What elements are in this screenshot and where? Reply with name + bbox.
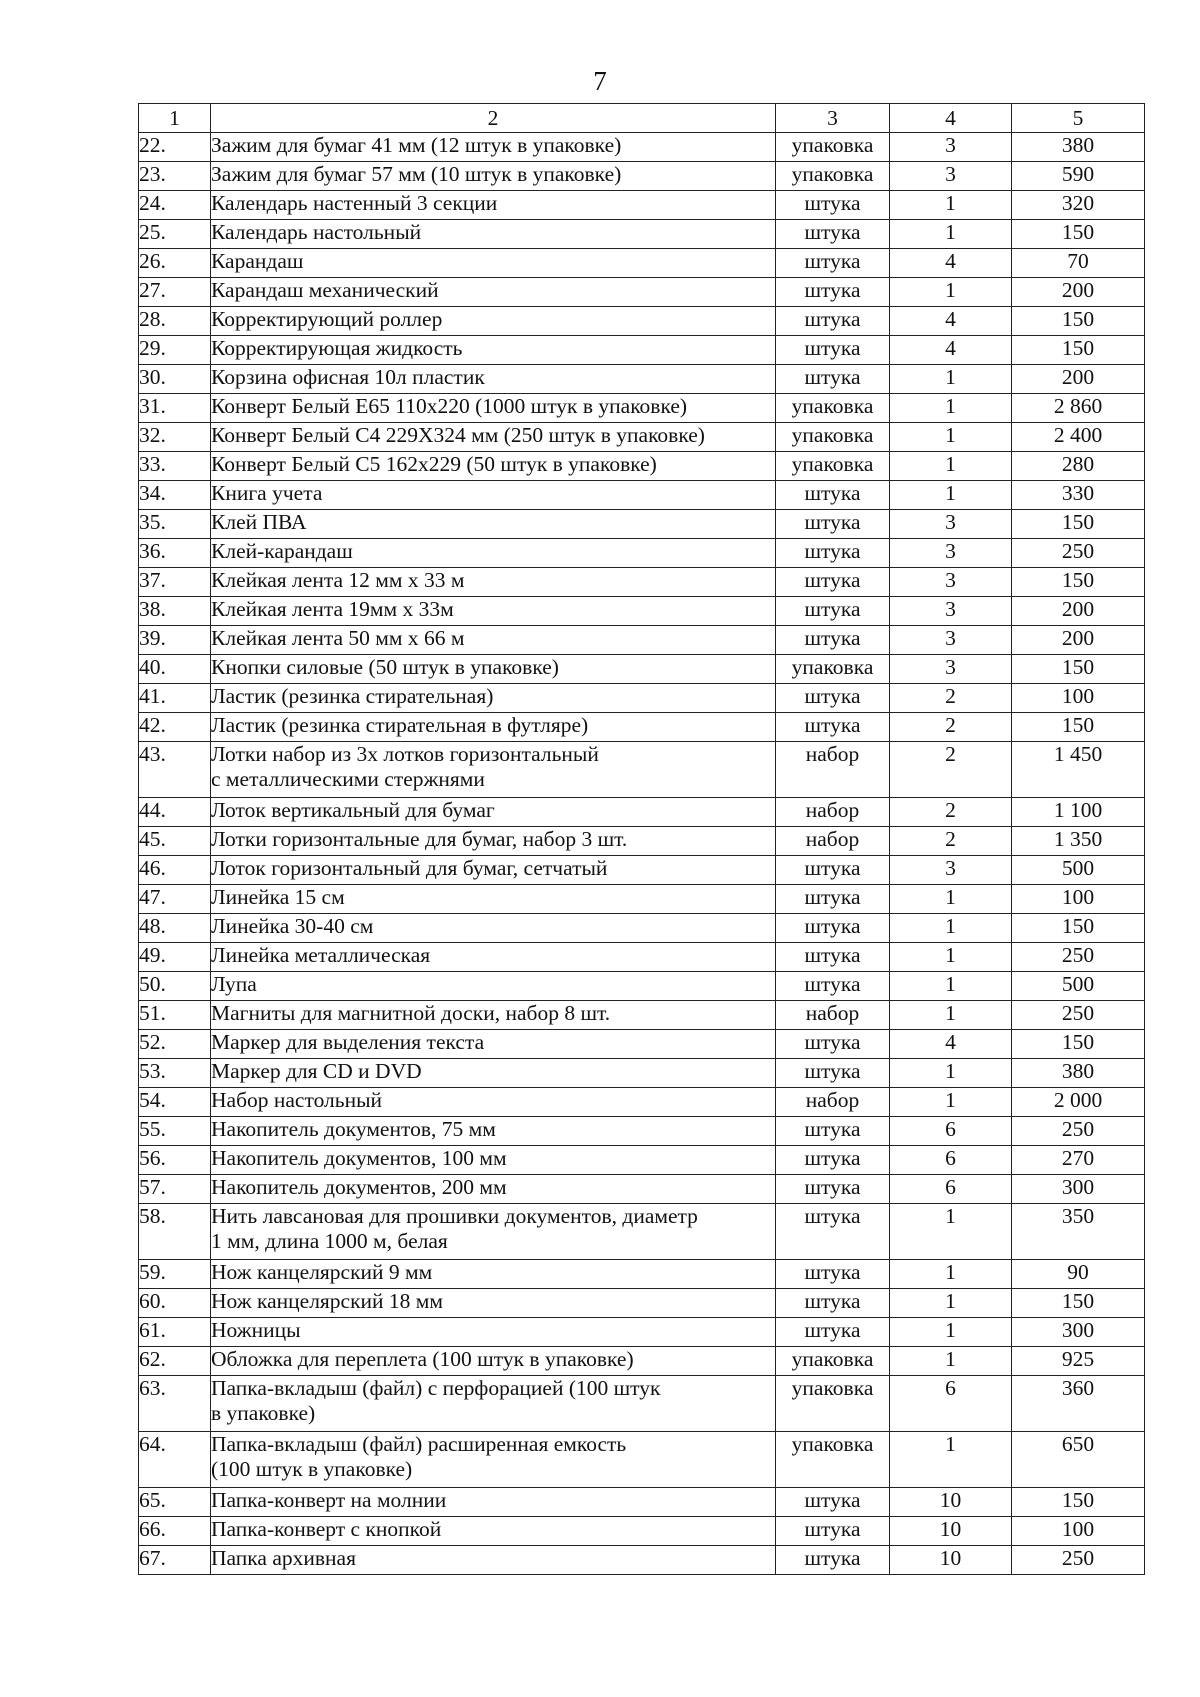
row-number-cell: 47.: [139, 885, 211, 914]
unit-of-measure-cell: набор: [776, 1088, 890, 1117]
item-name-cell: Обложка для переплета (100 штук в упаковке): [211, 1347, 776, 1376]
price-cell: 150: [1012, 336, 1145, 365]
unit-of-measure-cell: штука: [776, 1030, 890, 1059]
row-number-cell: 38.: [139, 597, 211, 626]
row-number-cell: 42.: [139, 713, 211, 742]
table-row: [139, 1001, 1145, 1030]
unit-of-measure-cell: упаковка: [776, 423, 890, 452]
table-row: [139, 684, 1145, 713]
unit-of-measure-cell: штука: [776, 1204, 890, 1260]
unit-of-measure-cell: упаковка: [776, 655, 890, 684]
row-number-cell: 57.: [139, 1175, 211, 1204]
quantity-cell: 3: [890, 162, 1012, 191]
price-cell: 250: [1012, 1117, 1145, 1146]
table-row: [139, 249, 1145, 278]
quantity-cell: 3: [890, 626, 1012, 655]
table-row: [139, 1146, 1145, 1175]
item-name-cell: Нить лавсановая для прошивки документов, диаметр 1 мм, длина 1000 м, белая: [211, 1204, 776, 1260]
price-cell: 1 450: [1012, 742, 1145, 798]
table-row: [139, 1318, 1145, 1347]
quantity-cell: 1: [890, 914, 1012, 943]
row-number-cell: 58.: [139, 1204, 211, 1260]
quantity-cell: 1: [890, 1001, 1012, 1030]
unit-of-measure-cell: штука: [776, 481, 890, 510]
table-row: [139, 1260, 1145, 1289]
item-name-cell: Корзина офисная 10л пластик: [211, 365, 776, 394]
header-col-4: 4: [890, 104, 1012, 133]
price-cell: 380: [1012, 133, 1145, 162]
item-name-cell: Линейка 30-40 см: [211, 914, 776, 943]
table-row: [139, 510, 1145, 539]
unit-of-measure-cell: штука: [776, 336, 890, 365]
quantity-cell: 10: [890, 1546, 1012, 1575]
row-number-cell: 31.: [139, 394, 211, 423]
quantity-cell: 1: [890, 191, 1012, 220]
unit-of-measure-cell: упаковка: [776, 394, 890, 423]
price-cell: 150: [1012, 713, 1145, 742]
quantity-cell: 2: [890, 684, 1012, 713]
quantity-cell: 3: [890, 539, 1012, 568]
price-cell: 150: [1012, 220, 1145, 249]
row-number-cell: 27.: [139, 278, 211, 307]
item-name-cell: Календарь настольный: [211, 220, 776, 249]
unit-of-measure-cell: штука: [776, 713, 890, 742]
price-cell: 150: [1012, 1488, 1145, 1517]
table-row: [139, 713, 1145, 742]
unit-of-measure-cell: штука: [776, 1318, 890, 1347]
quantity-cell: 2: [890, 742, 1012, 798]
unit-of-measure-cell: набор: [776, 798, 890, 827]
row-number-cell: 59.: [139, 1260, 211, 1289]
price-cell: 70: [1012, 249, 1145, 278]
header-col-5: 5: [1012, 104, 1145, 133]
price-cell: 590: [1012, 162, 1145, 191]
quantity-cell: 1: [890, 885, 1012, 914]
header-col-1: 1: [139, 104, 211, 133]
price-cell: 150: [1012, 307, 1145, 336]
unit-of-measure-cell: штука: [776, 568, 890, 597]
table-row: [139, 423, 1145, 452]
unit-of-measure-cell: штука: [776, 856, 890, 885]
item-name-cell: Клей ПВА: [211, 510, 776, 539]
header-col-2: 2: [211, 104, 776, 133]
quantity-cell: 1: [890, 423, 1012, 452]
quantity-cell: 6: [890, 1376, 1012, 1432]
row-number-cell: 28.: [139, 307, 211, 336]
price-cell: 2 860: [1012, 394, 1145, 423]
table-row: [139, 856, 1145, 885]
table-row: [139, 133, 1145, 162]
table-row: [139, 1289, 1145, 1318]
price-cell: 250: [1012, 1001, 1145, 1030]
item-name-cell: Книга учета: [211, 481, 776, 510]
table-row: [139, 1030, 1145, 1059]
unit-of-measure-cell: упаковка: [776, 452, 890, 481]
table-row: [139, 481, 1145, 510]
unit-of-measure-cell: штука: [776, 885, 890, 914]
table-row: [139, 1488, 1145, 1517]
price-cell: 360: [1012, 1376, 1145, 1432]
item-name-cell: Линейка 15 см: [211, 885, 776, 914]
row-number-cell: 43.: [139, 742, 211, 798]
item-name-cell: Накопитель документов, 75 мм: [211, 1117, 776, 1146]
table-row: [139, 943, 1145, 972]
item-name-cell: Клейкая лента 12 мм х 33 м: [211, 568, 776, 597]
price-cell: 100: [1012, 885, 1145, 914]
quantity-cell: 4: [890, 249, 1012, 278]
unit-of-measure-cell: набор: [776, 742, 890, 798]
unit-of-measure-cell: штука: [776, 972, 890, 1001]
quantity-cell: 1: [890, 1347, 1012, 1376]
price-cell: 150: [1012, 1030, 1145, 1059]
item-name-cell: Накопитель документов, 100 мм: [211, 1146, 776, 1175]
table-row: [139, 1347, 1145, 1376]
row-number-cell: 29.: [139, 336, 211, 365]
row-number-cell: 25.: [139, 220, 211, 249]
item-name-cell: Папка архивная: [211, 1546, 776, 1575]
quantity-cell: 4: [890, 1030, 1012, 1059]
table-row: [139, 1546, 1145, 1575]
item-name-cell: Корректирующая жидкость: [211, 336, 776, 365]
price-cell: 200: [1012, 597, 1145, 626]
row-number-cell: 61.: [139, 1318, 211, 1347]
item-name-cell: Конверт Белый С5 162х229 (50 штук в упаковке): [211, 452, 776, 481]
price-cell: 150: [1012, 655, 1145, 684]
price-cell: 2 000: [1012, 1088, 1145, 1117]
row-number-cell: 39.: [139, 626, 211, 655]
quantity-cell: 6: [890, 1175, 1012, 1204]
table-row: [139, 655, 1145, 684]
quantity-cell: 4: [890, 336, 1012, 365]
quantity-cell: 1: [890, 365, 1012, 394]
row-number-cell: 32.: [139, 423, 211, 452]
item-name-cell: Папка-конверт на молнии: [211, 1488, 776, 1517]
row-number-cell: 44.: [139, 798, 211, 827]
unit-of-measure-cell: штука: [776, 191, 890, 220]
price-cell: 320: [1012, 191, 1145, 220]
item-name-cell: Лоток горизонтальный для бумаг, сетчатый: [211, 856, 776, 885]
price-cell: 150: [1012, 914, 1145, 943]
quantity-cell: 1: [890, 1432, 1012, 1488]
quantity-cell: 3: [890, 655, 1012, 684]
item-name-cell: Папка-вкладыш (файл) расширенная емкость (100 штук в упаковке): [211, 1432, 776, 1488]
price-cell: 2 400: [1012, 423, 1145, 452]
price-cell: 350: [1012, 1204, 1145, 1260]
row-number-cell: 51.: [139, 1001, 211, 1030]
item-name-cell: Календарь настенный 3 секции: [211, 191, 776, 220]
item-name-cell: Клей-карандаш: [211, 539, 776, 568]
table-row: [139, 597, 1145, 626]
price-cell: 500: [1012, 856, 1145, 885]
unit-of-measure-cell: штука: [776, 539, 890, 568]
item-name-cell: Накопитель документов, 200 мм: [211, 1175, 776, 1204]
row-number-cell: 48.: [139, 914, 211, 943]
price-cell: 200: [1012, 278, 1145, 307]
unit-of-measure-cell: упаковка: [776, 1347, 890, 1376]
item-name-cell: Папка-вкладыш (файл) с перфорацией (100 штук в упаковке): [211, 1376, 776, 1432]
unit-of-measure-cell: штука: [776, 1175, 890, 1204]
item-name-cell: Зажим для бумаг 41 мм (12 штук в упаковке): [211, 133, 776, 162]
price-cell: 280: [1012, 452, 1145, 481]
unit-of-measure-cell: штука: [776, 220, 890, 249]
table-row: [139, 539, 1145, 568]
table-row: [139, 365, 1145, 394]
unit-of-measure-cell: штука: [776, 510, 890, 539]
row-number-cell: 63.: [139, 1376, 211, 1432]
quantity-cell: 3: [890, 856, 1012, 885]
quantity-cell: 1: [890, 278, 1012, 307]
row-number-cell: 34.: [139, 481, 211, 510]
table-row: [139, 568, 1145, 597]
quantity-cell: 1: [890, 1204, 1012, 1260]
table-row: [139, 885, 1145, 914]
unit-of-measure-cell: упаковка: [776, 162, 890, 191]
price-cell: 100: [1012, 1517, 1145, 1546]
table-row: [139, 1088, 1145, 1117]
row-number-cell: 35.: [139, 510, 211, 539]
unit-of-measure-cell: штука: [776, 1260, 890, 1289]
unit-of-measure-cell: штука: [776, 307, 890, 336]
item-name-cell: Папка-конверт с кнопкой: [211, 1517, 776, 1546]
quantity-cell: 6: [890, 1117, 1012, 1146]
row-number-cell: 64.: [139, 1432, 211, 1488]
unit-of-measure-cell: штука: [776, 278, 890, 307]
table-row: [139, 162, 1145, 191]
quantity-cell: 2: [890, 798, 1012, 827]
table-row: [139, 1059, 1145, 1088]
table-row: [139, 278, 1145, 307]
price-cell: 270: [1012, 1146, 1145, 1175]
quantity-cell: 10: [890, 1517, 1012, 1546]
quantity-cell: 1: [890, 481, 1012, 510]
items-table: [138, 103, 1145, 1575]
table-row: [139, 394, 1145, 423]
unit-of-measure-cell: штука: [776, 365, 890, 394]
item-name-cell: Клейкая лента 19мм х 33м: [211, 597, 776, 626]
row-number-cell: 33.: [139, 452, 211, 481]
table-row: [139, 1117, 1145, 1146]
quantity-cell: 1: [890, 220, 1012, 249]
table-row: [139, 307, 1145, 336]
header-col-3: 3: [776, 104, 890, 133]
price-cell: 150: [1012, 510, 1145, 539]
unit-of-measure-cell: набор: [776, 827, 890, 856]
table-row: [139, 191, 1145, 220]
row-number-cell: 45.: [139, 827, 211, 856]
price-cell: 1 100: [1012, 798, 1145, 827]
quantity-cell: 3: [890, 568, 1012, 597]
table-row: [139, 626, 1145, 655]
item-name-cell: Маркер для CD и DVD: [211, 1059, 776, 1088]
unit-of-measure-cell: штука: [776, 1117, 890, 1146]
unit-of-measure-cell: штука: [776, 1059, 890, 1088]
quantity-cell: 1: [890, 394, 1012, 423]
price-cell: 380: [1012, 1059, 1145, 1088]
table-row: [139, 220, 1145, 249]
row-number-cell: 49.: [139, 943, 211, 972]
item-name-cell: Ножницы: [211, 1318, 776, 1347]
item-name-cell: Нож канцелярский 9 мм: [211, 1260, 776, 1289]
item-name-cell: Линейка металлическая: [211, 943, 776, 972]
unit-of-measure-cell: штука: [776, 1146, 890, 1175]
table-row: [139, 1517, 1145, 1546]
table-body: [139, 133, 1145, 1575]
quantity-cell: 3: [890, 597, 1012, 626]
quantity-cell: 4: [890, 307, 1012, 336]
unit-of-measure-cell: упаковка: [776, 1432, 890, 1488]
quantity-cell: 1: [890, 1088, 1012, 1117]
quantity-cell: 1: [890, 1260, 1012, 1289]
item-name-cell: Ластик (резинка стирательная в футляре): [211, 713, 776, 742]
unit-of-measure-cell: штука: [776, 1517, 890, 1546]
quantity-cell: 1: [890, 1059, 1012, 1088]
table-row: [139, 742, 1145, 798]
price-cell: 90: [1012, 1260, 1145, 1289]
price-cell: 100: [1012, 684, 1145, 713]
item-name-cell: Магниты для магнитной доски, набор 8 шт.: [211, 1001, 776, 1030]
price-cell: 500: [1012, 972, 1145, 1001]
table-row: [139, 1432, 1145, 1488]
item-name-cell: Лоток вертикальный для бумаг: [211, 798, 776, 827]
price-cell: 150: [1012, 1289, 1145, 1318]
row-number-cell: 67.: [139, 1546, 211, 1575]
quantity-cell: 1: [890, 943, 1012, 972]
table-row: [139, 1376, 1145, 1432]
price-cell: 200: [1012, 626, 1145, 655]
quantity-cell: 3: [890, 133, 1012, 162]
item-name-cell: Нож канцелярский 18 мм: [211, 1289, 776, 1318]
row-number-cell: 30.: [139, 365, 211, 394]
row-number-cell: 26.: [139, 249, 211, 278]
item-name-cell: Лотки набор из 3х лотков горизонтальный с металлическими стержнями: [211, 742, 776, 798]
row-number-cell: 23.: [139, 162, 211, 191]
quantity-cell: 2: [890, 713, 1012, 742]
price-cell: 300: [1012, 1175, 1145, 1204]
item-name-cell: Карандаш: [211, 249, 776, 278]
row-number-cell: 66.: [139, 1517, 211, 1546]
unit-of-measure-cell: штука: [776, 1488, 890, 1517]
row-number-cell: 62.: [139, 1347, 211, 1376]
item-name-cell: Ластик (резинка стирательная): [211, 684, 776, 713]
unit-of-measure-cell: упаковка: [776, 1376, 890, 1432]
quantity-cell: 2: [890, 827, 1012, 856]
table-row: [139, 1204, 1145, 1260]
quantity-cell: 10: [890, 1488, 1012, 1517]
unit-of-measure-cell: штука: [776, 684, 890, 713]
unit-of-measure-cell: штука: [776, 1289, 890, 1318]
item-name-cell: Конверт Белый С4 229Х324 мм (250 штук в упаковке): [211, 423, 776, 452]
row-number-cell: 37.: [139, 568, 211, 597]
row-number-cell: 54.: [139, 1088, 211, 1117]
table-row: [139, 1175, 1145, 1204]
table-row: [139, 336, 1145, 365]
row-number-cell: 36.: [139, 539, 211, 568]
row-number-cell: 52.: [139, 1030, 211, 1059]
row-number-cell: 53.: [139, 1059, 211, 1088]
row-number-cell: 55.: [139, 1117, 211, 1146]
unit-of-measure-cell: штука: [776, 626, 890, 655]
item-name-cell: Лупа: [211, 972, 776, 1001]
price-cell: 250: [1012, 1546, 1145, 1575]
unit-of-measure-cell: штука: [776, 914, 890, 943]
quantity-cell: 1: [890, 452, 1012, 481]
item-name-cell: Кнопки силовые (50 штук в упаковке): [211, 655, 776, 684]
price-cell: 300: [1012, 1318, 1145, 1347]
item-name-cell: Набор настольный: [211, 1088, 776, 1117]
row-number-cell: 46.: [139, 856, 211, 885]
item-name-cell: Лотки горизонтальные для бумаг, набор 3 шт.: [211, 827, 776, 856]
row-number-cell: 60.: [139, 1289, 211, 1318]
quantity-cell: 1: [890, 1289, 1012, 1318]
price-cell: 250: [1012, 539, 1145, 568]
quantity-cell: 1: [890, 1318, 1012, 1347]
item-name-cell: Клейкая лента 50 мм х 66 м: [211, 626, 776, 655]
item-name-cell: Корректирующий роллер: [211, 307, 776, 336]
row-number-cell: 22.: [139, 133, 211, 162]
table-row: [139, 798, 1145, 827]
item-name-cell: Зажим для бумаг 57 мм (10 штук в упаковке): [211, 162, 776, 191]
item-name-cell: Конверт Белый Е65 110х220 (1000 штук в упаковке): [211, 394, 776, 423]
unit-of-measure-cell: штука: [776, 249, 890, 278]
price-cell: 650: [1012, 1432, 1145, 1488]
unit-of-measure-cell: набор: [776, 1001, 890, 1030]
unit-of-measure-cell: штука: [776, 597, 890, 626]
price-cell: 1 350: [1012, 827, 1145, 856]
unit-of-measure-cell: штука: [776, 1546, 890, 1575]
unit-of-measure-cell: штука: [776, 943, 890, 972]
item-name-cell: Маркер для выделения текста: [211, 1030, 776, 1059]
row-number-cell: 56.: [139, 1146, 211, 1175]
price-cell: 925: [1012, 1347, 1145, 1376]
price-cell: 200: [1012, 365, 1145, 394]
row-number-cell: 65.: [139, 1488, 211, 1517]
table-row: [139, 827, 1145, 856]
table-row: [139, 914, 1145, 943]
table-row: [139, 452, 1145, 481]
row-number-cell: 50.: [139, 972, 211, 1001]
price-cell: 250: [1012, 943, 1145, 972]
row-number-cell: 24.: [139, 191, 211, 220]
unit-of-measure-cell: упаковка: [776, 133, 890, 162]
page-number: 7: [593, 66, 607, 96]
quantity-cell: 3: [890, 510, 1012, 539]
price-cell: 150: [1012, 568, 1145, 597]
row-number-cell: 41.: [139, 684, 211, 713]
table-row: [139, 972, 1145, 1001]
quantity-cell: 6: [890, 1146, 1012, 1175]
row-number-cell: 40.: [139, 655, 211, 684]
item-name-cell: Карандаш механический: [211, 278, 776, 307]
price-cell: 330: [1012, 481, 1145, 510]
quantity-cell: 1: [890, 972, 1012, 1001]
table-header-row: [139, 104, 1145, 133]
